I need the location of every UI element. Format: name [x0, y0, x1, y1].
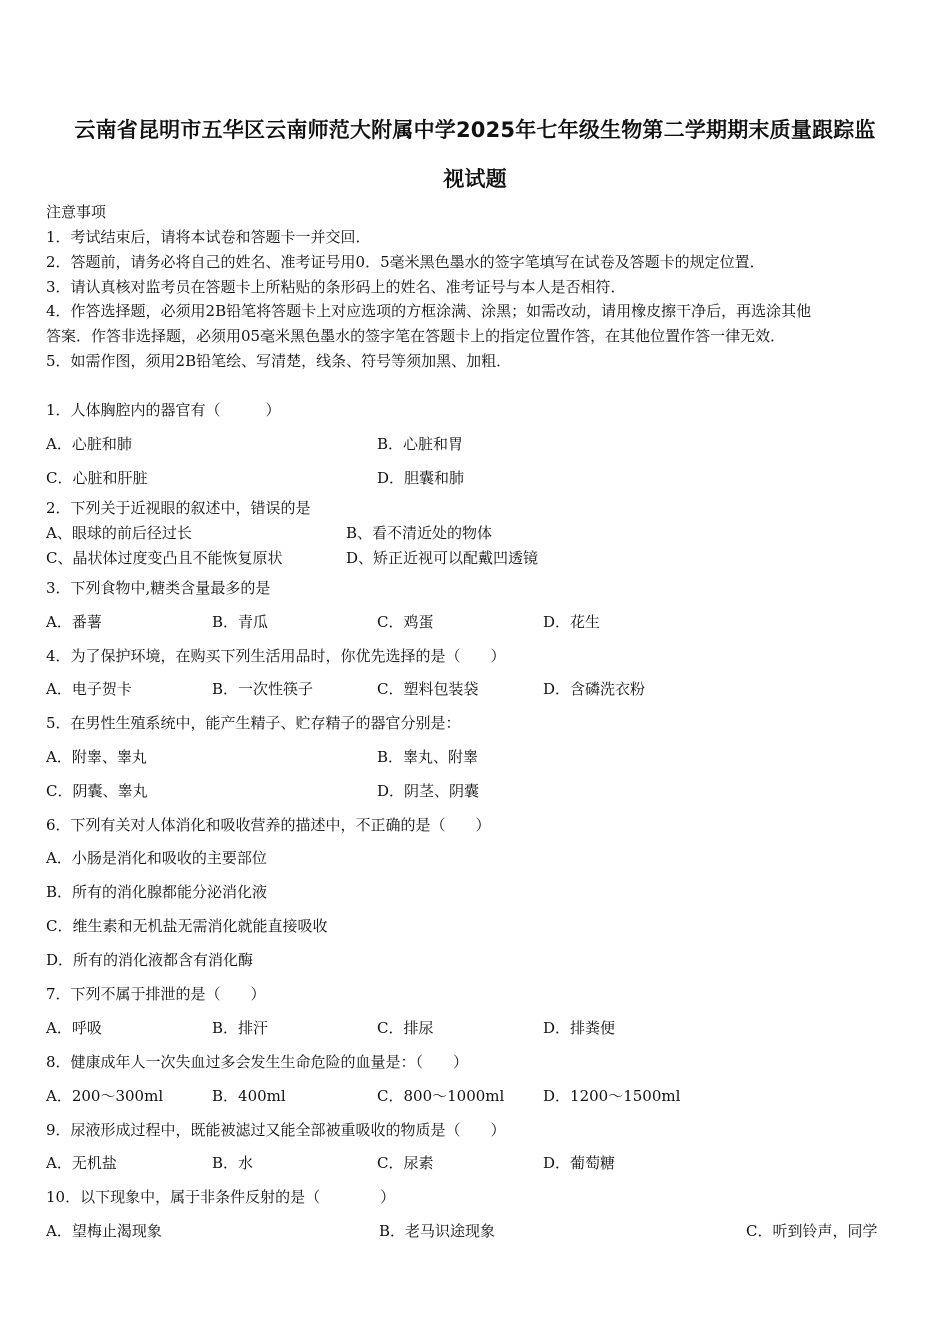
notice-item: 答案．作答非选择题，必须用05毫米黑色墨水的签字笔在答题卡上的指定位置作答，在其他位置作答一律无效． [46, 327, 786, 345]
question-stem: 7．下列不属于排泄的是（ ） [46, 985, 266, 1003]
answer-option: C．排尿 [377, 1019, 434, 1037]
answer-option: C．鸡蛋 [377, 613, 434, 631]
answer-option: C．阴囊、睾丸 [46, 782, 148, 800]
notice-item: 4．作答选择题，必须用2B铅笔将答题卡上对应选项的方框涂满、涂黑；如需改动，请用橡皮擦干净后，再选涂其他 [46, 302, 812, 320]
question-stem: 8．健康成年人一次失血过多会发生生命危险的血量是：（ ） [46, 1053, 469, 1071]
answer-option: B．睾丸、附睾 [377, 748, 479, 766]
answer-option: B．水 [212, 1154, 254, 1172]
answer-option: C．塑料包装袋 [377, 680, 479, 698]
answer-option: C．800～1000ml [377, 1087, 505, 1105]
answer-option: B．青瓜 [212, 613, 269, 631]
question-stem: 2．下列关于近视眼的叙述中，错误的是 [46, 499, 311, 517]
question-stem: 1．人体胸腔内的器官有（ ） [46, 401, 281, 419]
question-stem: 3．下列食物中,糖类含量最多的是 [46, 579, 271, 597]
answer-option: D．胆囊和肺 [377, 469, 465, 487]
notice-item: 5．如需作图，须用2B铅笔绘、写清楚，线条、符号等须加黑、加粗． [46, 352, 512, 370]
answer-option: C．维生素和无机盐无需消化就能直接吸收 [46, 917, 328, 935]
answer-option: D．花生 [543, 613, 601, 631]
answer-option: B．一次性筷子 [212, 680, 314, 698]
answer-option: C．听到铃声，同学 [746, 1222, 878, 1240]
answer-option: A．小肠是消化和吸收的主要部位 [46, 849, 267, 867]
answer-option: B．所有的消化腺都能分泌消化液 [46, 883, 268, 901]
answer-option: A．200～300ml [46, 1087, 164, 1105]
answer-option: D．1200～1500ml [543, 1087, 681, 1105]
answer-option: A．呼吸 [46, 1019, 102, 1037]
notice-item: 1．考试结束后，请将本试卷和答题卡一并交回． [46, 228, 371, 246]
answer-option: D．排粪便 [543, 1019, 616, 1037]
notice-item: 3．请认真核对监考员在答题卡上所粘贴的条形码上的姓名、准考证号与本人是否相符． [46, 278, 626, 296]
notice-item: 2．答题前，请务必将自己的姓名、准考证号用0．5毫米黑色墨水的签字笔填写在试卷及答题卡的规定位置． [46, 253, 765, 271]
answer-option: A．电子贺卡 [46, 680, 132, 698]
answer-option: B．排汗 [212, 1019, 269, 1037]
answer-option: A．心脏和肺 [46, 435, 132, 453]
answer-option: D．阴茎、阴囊 [377, 782, 480, 800]
answer-option: A．无机盐 [46, 1154, 117, 1172]
answer-option: D．含磷洗衣粉 [543, 680, 646, 698]
notice-heading: 注意事项 [46, 203, 107, 221]
question-stem: 4．为了保护环境，在购买下列生活用品时，你优先选择的是（ ） [46, 647, 506, 665]
answer-option: B、看不清近处的物体 [346, 524, 493, 542]
question-stem: 6．下列有关对人体消化和吸收营养的描述中，不正确的是（ ） [46, 816, 491, 834]
answer-option: A．番薯 [46, 613, 102, 631]
answer-option: A．望梅止渴现象 [46, 1222, 162, 1240]
answer-option: B．老马识途现象 [379, 1222, 496, 1240]
question-stem: 5．在男性生殖系统中，能产生精子、贮存精子的器官分别是： [46, 714, 461, 732]
answer-option: B．400ml [212, 1087, 286, 1105]
question-stem: 10．以下现象中，属于非条件反射的是（ ） [46, 1188, 396, 1206]
answer-option: D．葡萄糖 [543, 1154, 616, 1172]
answer-option: C．尿素 [377, 1154, 434, 1172]
question-stem: 9．尿液形成过程中，既能被滤过又能全部被重吸收的物质是（ ） [46, 1121, 506, 1139]
answer-option: D．所有的消化液都含有消化酶 [46, 951, 254, 969]
answer-option: C．心脏和肝脏 [46, 469, 148, 487]
answer-option: B．心脏和胃 [377, 435, 464, 453]
answer-option: A．附睾、睾丸 [46, 748, 147, 766]
answer-option: D、矫正近视可以配戴凹透镜 [346, 549, 539, 567]
answer-option: C、晶状体过度变凸且不能恢复原状 [46, 549, 283, 567]
exam-title-line2: 视试题 [443, 167, 507, 191]
exam-title-line1: 云南省昆明市五华区云南师范大附属中学2025年七年级生物第二学期期末质量跟踪监 [74, 118, 876, 142]
answer-option: A、眼球的前后径过长 [46, 524, 192, 542]
